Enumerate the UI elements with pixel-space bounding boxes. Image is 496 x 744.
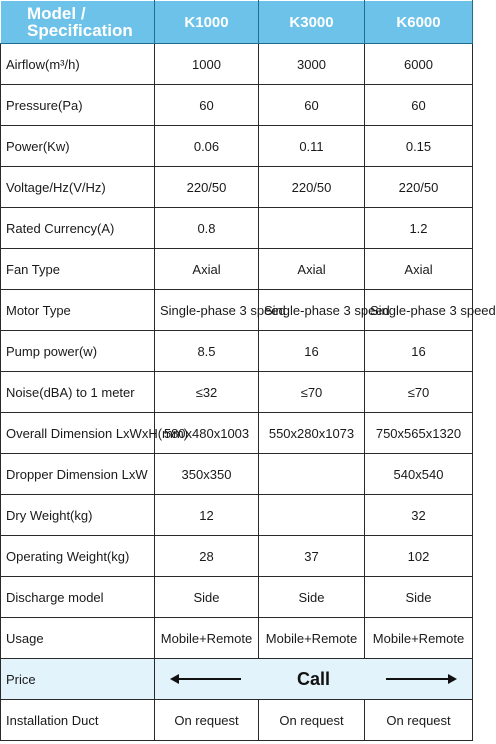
cell-value: Axial [259, 249, 365, 290]
cell-value: 102 [365, 536, 473, 577]
cell-value: 580x480x1003 [155, 413, 259, 454]
price-call-text: Call [296, 668, 330, 689]
row-label: Operating Weight(kg) [1, 536, 155, 577]
row-label: Noise(dBA) to 1 meter [1, 372, 155, 413]
cell-value: 60 [259, 85, 365, 126]
cell-value: 1000 [155, 44, 259, 85]
table-row [1, 126, 473, 167]
cell-value: 220/50 [259, 167, 365, 208]
cell-value: On request [365, 700, 473, 741]
model-header-k1000: K1000 [155, 1, 259, 44]
cell-value: ≤70 [365, 372, 473, 413]
table-row [1, 413, 473, 454]
cell-value: 28 [155, 536, 259, 577]
cell-value: Mobile+Remote [365, 618, 473, 659]
model-header-k3000: K3000 [259, 1, 365, 44]
cell-value: Axial [365, 249, 473, 290]
table-row [1, 85, 473, 126]
table-row [1, 44, 473, 85]
cell-value: Single-phase 3 speed [365, 290, 473, 331]
table-row [1, 372, 473, 413]
cell-value: 0.11 [259, 126, 365, 167]
row-label: Motor Type [1, 290, 155, 331]
header-row [1, 1, 473, 44]
row-label: Dropper Dimension LxW [1, 454, 155, 495]
cell-value: 0.8 [155, 208, 259, 249]
row-label: Installation Duct [1, 700, 155, 741]
cell-value: 350x350 [155, 454, 259, 495]
cell-value: 8.5 [155, 331, 259, 372]
row-label: Discharge model [1, 577, 155, 618]
table-row [1, 290, 473, 331]
model-specification-header: Model / Specification [1, 1, 155, 44]
row-label: Power(Kw) [1, 126, 155, 167]
row-label: Pump power(w) [1, 331, 155, 372]
arrow-right-icon [386, 674, 457, 684]
row-label: Fan Type [1, 249, 155, 290]
cell-value: 37 [259, 536, 365, 577]
row-label: Usage [1, 618, 155, 659]
cell-value: 540x540 [365, 454, 473, 495]
row-label: Airflow(m³/h) [1, 44, 155, 85]
arrow-left-icon [170, 674, 241, 684]
table-row [1, 208, 473, 249]
table-row [1, 536, 473, 577]
cell-value: Side [365, 577, 473, 618]
cell-value: Single-phase 3 speed [155, 290, 259, 331]
row-label: Pressure(Pa) [1, 85, 155, 126]
cell-value: 12 [155, 495, 259, 536]
cell-value: 32 [365, 495, 473, 536]
price-label: Price [1, 659, 155, 700]
cell-value: 16 [259, 331, 365, 372]
cell-value: Axial [155, 249, 259, 290]
cell-value: On request [155, 700, 259, 741]
row-label: Dry Weight(kg) [1, 495, 155, 536]
table-row [1, 577, 473, 618]
price-cell [155, 659, 473, 700]
cell-value: 3000 [259, 44, 365, 85]
cell-value: 16 [365, 331, 473, 372]
cell-value: 6000 [365, 44, 473, 85]
cell-value: Mobile+Remote [155, 618, 259, 659]
cell-value: 550x280x1073 [259, 413, 365, 454]
model-header-k6000: K6000 [365, 1, 473, 44]
cell-value [259, 495, 365, 536]
row-label: Rated Currency(A) [1, 208, 155, 249]
cell-value: 220/50 [365, 167, 473, 208]
cell-value: 0.06 [155, 126, 259, 167]
table-row [1, 495, 473, 536]
cell-value: Side [155, 577, 259, 618]
cell-value: ≤70 [259, 372, 365, 413]
cell-value: ≤32 [155, 372, 259, 413]
cell-value: 0.15 [365, 126, 473, 167]
price-row [1, 659, 473, 700]
cell-value: On request [259, 700, 365, 741]
cell-value [259, 454, 365, 495]
cell-value: 220/50 [155, 167, 259, 208]
cell-value [259, 208, 365, 249]
cell-value: Side [259, 577, 365, 618]
row-label: Voltage/Hz(V/Hz) [1, 167, 155, 208]
cell-value: 60 [365, 85, 473, 126]
table-row [1, 454, 473, 495]
table-row [1, 618, 473, 659]
cell-value: Single-phase 3 speed [259, 290, 365, 331]
row-label: Overall Dimension LxWxH(mm) [1, 413, 155, 454]
table-row [1, 331, 473, 372]
cell-value: 750x565x1320 [365, 413, 473, 454]
cell-value: 60 [155, 85, 259, 126]
cell-value: 1.2 [365, 208, 473, 249]
table-row [1, 700, 473, 741]
table-row [1, 249, 473, 290]
cell-value: Mobile+Remote [259, 618, 365, 659]
table-row [1, 167, 473, 208]
